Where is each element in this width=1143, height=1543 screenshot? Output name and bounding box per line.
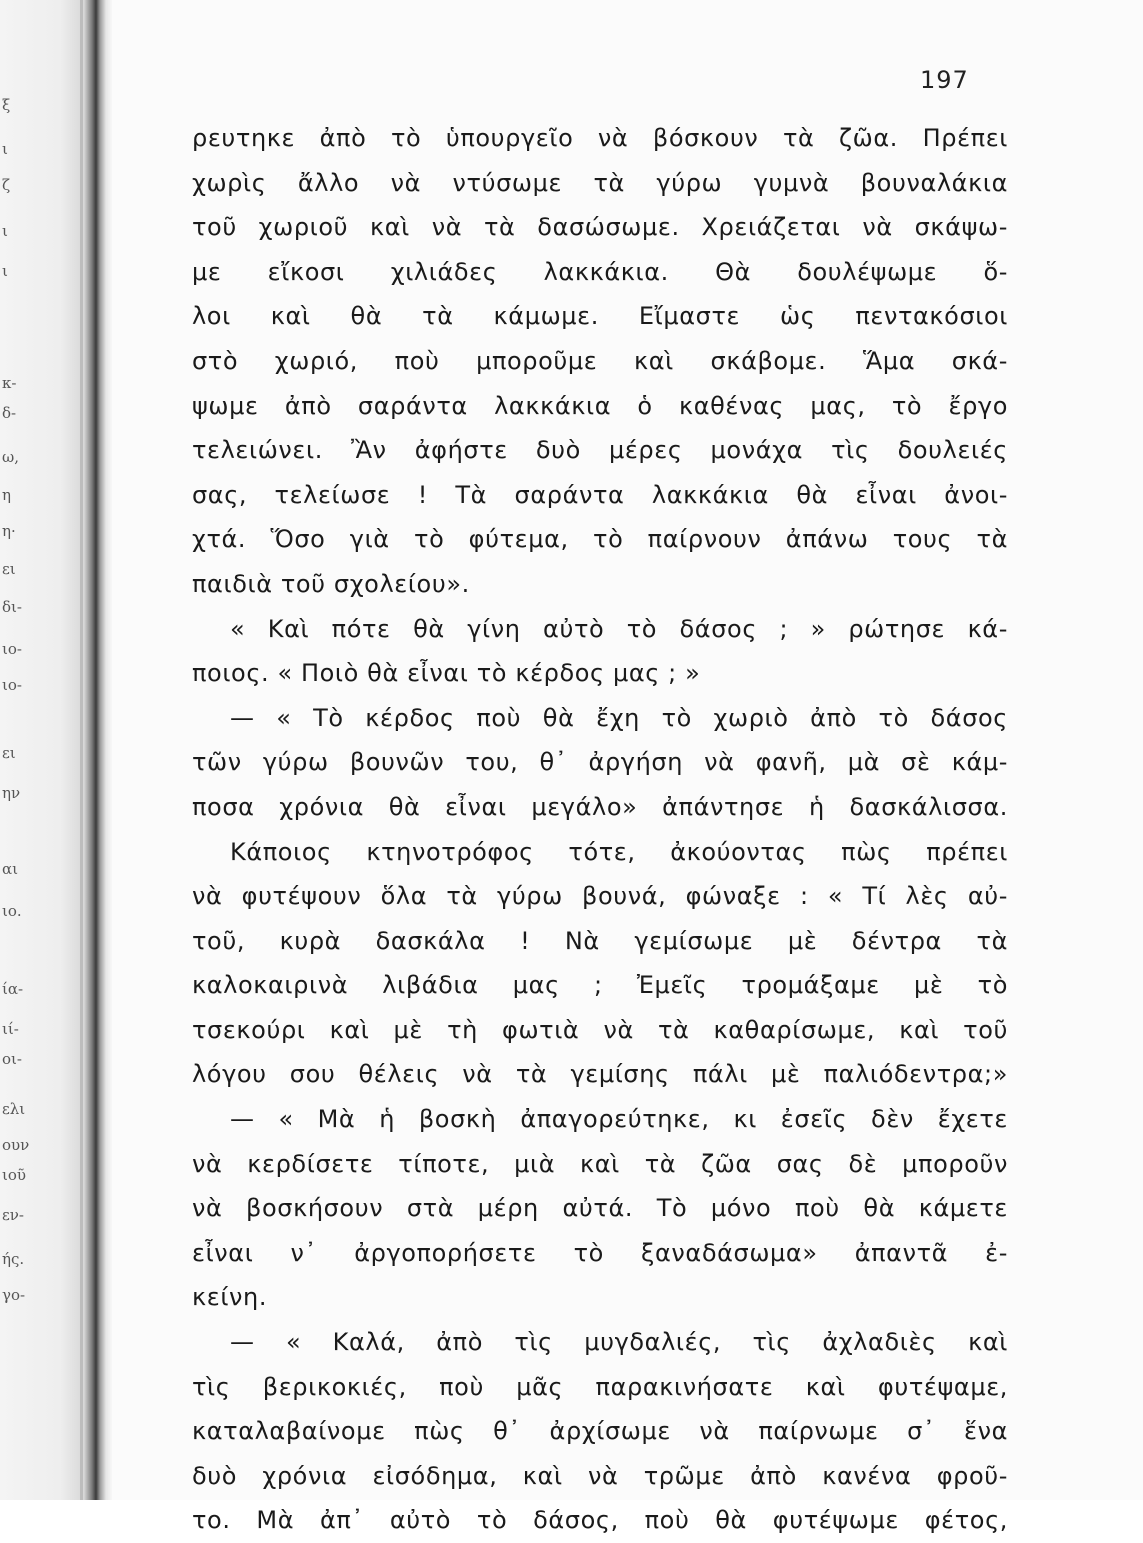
edge-fragment: οι-: [2, 1050, 22, 1068]
edge-fragment: ην: [2, 784, 21, 802]
text-line: καταλαβαίνομε πὼς θ᾽ ἀρχίσωμε νὰ παίρνωμε σ᾽ ἕνα: [192, 1417, 1008, 1446]
text-line: το. Μὰ ἀπ᾽ αὐτὸ τὸ δάσος, ποὺ θὰ φυτέψωμε φέτος,: [192, 1506, 1008, 1535]
edge-fragment: η·: [2, 522, 16, 540]
previous-page-edge-fragments: [0, 0, 40, 1500]
text-line: με εἴκοσι χιλιάδες λακκάκια. Θὰ δουλέψωμε ὅ-: [192, 257, 1008, 286]
edge-fragment: ξ: [2, 96, 11, 114]
edge-fragment: ω,: [2, 448, 19, 466]
edge-fragment: ιο-: [2, 676, 22, 694]
edge-fragment: η: [2, 486, 11, 504]
text-line: τσεκούρι καὶ μὲ τὴ φωτιὰ νὰ τὰ καθαρίσωμε, καὶ τοῦ: [192, 1015, 1008, 1044]
text-line: λόγου σου θέλεις νὰ τὰ γεμίσης πάλι μὲ παλιόδεντρα;»: [192, 1060, 1008, 1089]
text-line: ρευτηκε ἀπὸ τὸ ὑπουργεῖο νὰ βόσκουν τὰ ζῶα. Πρέπει: [192, 124, 1008, 152]
edge-fragment: ιοῦ: [2, 1166, 27, 1184]
edge-fragment: ιο.: [2, 902, 22, 920]
text-line: « Καὶ πότε θὰ γίνη αὐτὸ τὸ δάσος ; » ρώτησε κά-: [230, 614, 1008, 643]
page-number: 197: [920, 66, 969, 94]
text-line: — « Τὸ κέρδος ποὺ θὰ ἔχη τὸ χωριὸ ἀπὸ τὸ δάσος: [230, 703, 1008, 732]
edge-fragment: ελι: [2, 1100, 26, 1118]
edge-fragment: ει: [2, 744, 16, 762]
page-edge-shadow: [80, 0, 83, 1500]
edge-fragment: ει: [2, 560, 16, 578]
text-line: παιδιὰ τοῦ σχολείου».: [192, 569, 470, 598]
body-text: [192, 116, 1008, 1543]
edge-fragment: ία-: [2, 980, 24, 998]
text-line: — « Μὰ ἡ βοσκὴ ἀπαγορεύτηκε, κι ἐσεῖς δὲν ἔχετε: [230, 1105, 1008, 1134]
text-line: καλοκαιρινὰ λιβάδια μας ; Ἐμεῖς τρομάξαμε μὲ τὸ: [192, 971, 1008, 1000]
edge-fragment: γο-: [2, 1286, 26, 1304]
edge-fragment: ι: [2, 262, 8, 280]
text-line: χτά. Ὅσο γιὰ τὸ φύτεμα, τὸ παίρνουν ἀπάνω τους τὰ: [192, 525, 1008, 554]
text-line: τοῦ, κυρὰ δασκάλα ! Νὰ γεμίσωμε μὲ δέντρα τὰ: [192, 926, 1008, 955]
edge-fragment: κ-: [2, 374, 17, 392]
text-line: ποσα χρόνια θὰ εἶναι μεγάλο» ἀπάντησε ἡ δασκάλισσα.: [192, 792, 1008, 821]
edge-fragment: αι: [2, 860, 19, 878]
edge-fragment: ής.: [2, 1250, 25, 1268]
text-line: νὰ βοσκήσουν στὰ μέρη αὐτά. Τὸ μόνο ποὺ θὰ κάμετε: [192, 1194, 1008, 1223]
edge-fragment: εν-: [2, 1206, 24, 1224]
text-line: τελειώνει. Ἂν ἀφήστε δυὸ μέρες μονάχα τὶς δουλειές: [192, 436, 1008, 465]
edge-fragment: ι: [2, 222, 8, 240]
edge-fragment: ιο-: [2, 640, 22, 658]
text-line: — « Καλά, ἀπὸ τὶς μυγδαλιές, τὶς ἀχλαδιὲς καὶ: [230, 1328, 1008, 1357]
text-line: νὰ κερδίσετε τίποτε, μιὰ καὶ τὰ ζῶα σας δὲ μποροῦν: [192, 1149, 1008, 1178]
text-line: σας, τελείωσε ! Τὰ σαράντα λακκάκια θὰ εἶναι ἀνοι-: [192, 480, 1008, 509]
text-line: λοι καὶ θὰ τὰ κάμωμε. Εἴμαστε ὡς πεντακόσιοι: [192, 302, 1008, 331]
text-line: τὶς βερικοκιές, ποὺ μᾶς παρακινήσατε καὶ φυτέψαμε,: [192, 1372, 1008, 1401]
text-line: τοῦ χωριοῦ καὶ νὰ τὰ δασώσωμε. Χρειάζεται νὰ σκάψω-: [192, 213, 1008, 242]
text-line: νὰ φυτέψουν ὅλα τὰ γύρω βουνά, φώναξε : « Τί λὲς αὐ-: [192, 882, 1008, 911]
edge-fragment: ζ: [2, 176, 11, 194]
text-line: Κάποιος κτηνοτρόφος τότε, ἀκούοντας πὼς πρέπει: [230, 837, 1008, 866]
edge-fragment: δ-: [2, 404, 17, 422]
edge-fragment: ιί-: [2, 1020, 19, 1038]
text-line: στὸ χωριό, ποὺ μποροῦμε καὶ σκάβομε. Ἅμα σκά-: [192, 346, 1008, 375]
text-line: ψωμε ἀπὸ σαράντα λακκάκια ὁ καθένας μας, τὸ ἔργο: [192, 391, 1008, 420]
text-line: κείνη.: [192, 1283, 268, 1312]
text-line: τῶν γύρω βουνῶν του, θ᾽ ἀργήση νὰ φανῆ, μὰ σὲ κάμ-: [192, 748, 1008, 777]
text-line: ποιος. « Ποιὸ θὰ εἶναι τὸ κέρδος μας ; »: [192, 659, 701, 688]
text-line: χωρὶς ἄλλο νὰ ντύσωμε τὰ γύρω γυμνὰ βουναλάκια: [192, 168, 1008, 197]
text-line: δυὸ χρόνια εἰσόδημα, καὶ νὰ τρῶμε ἀπὸ κανένα φροῦ-: [192, 1461, 1008, 1490]
edge-fragment: ουν: [2, 1136, 30, 1154]
text-line: εἶναι ν᾽ ἀργοπορήσετε τὸ ξαναδάσωμα» ἀπαντᾶ ἐ-: [192, 1238, 1008, 1267]
edge-fragment: ι: [2, 140, 8, 158]
edge-fragment: δι-: [2, 598, 22, 616]
